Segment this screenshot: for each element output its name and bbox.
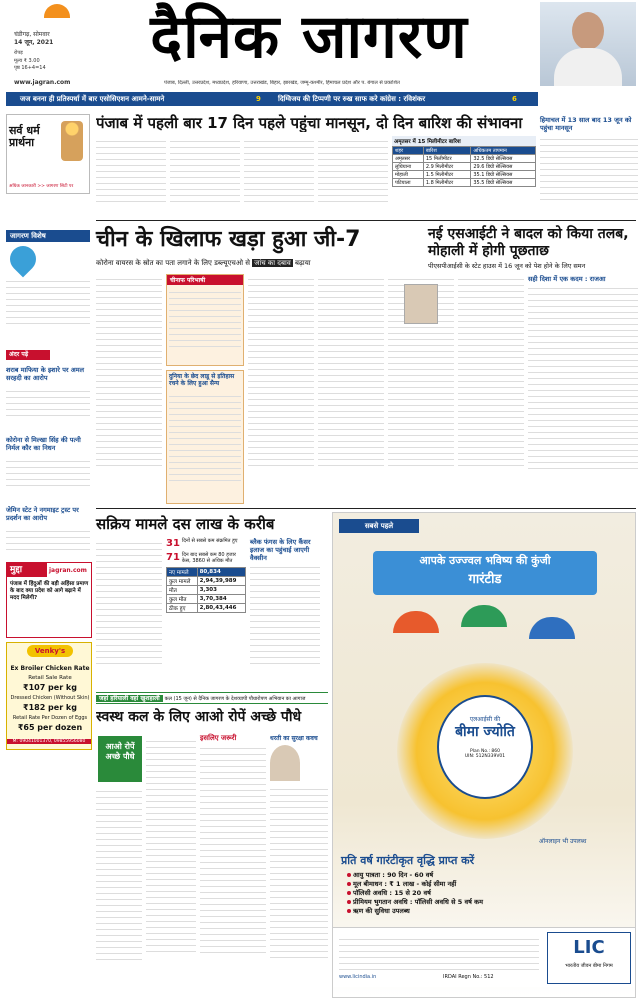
mudda-box[interactable] xyxy=(6,562,92,638)
ad-uin: UIN: 512N339V01 xyxy=(464,754,506,759)
vaccine-headline[interactable]: ब्लैक फंगस के लिए कैंसर इलाज का पहुंचाई जाएगी वैक्सीन xyxy=(250,538,311,562)
rain-cell: 35.5 डिग्री सेल्सियस xyxy=(471,179,536,187)
china-box2-title: दुनिया के छेद लाडू से इतिहास रचने के लिए हुआ सैन्य xyxy=(169,373,235,387)
ad-features xyxy=(347,871,631,916)
plants-headline[interactable]: स्वस्थ कल के लिए आओ रोपें अच्छे पौधे xyxy=(96,709,302,725)
plants-body-1 xyxy=(146,736,196,996)
rain-table-title xyxy=(392,136,536,146)
himachal-headline[interactable]: हिमाचल में 13 साल बाद 13 जून को पहुंचा मानसून xyxy=(540,116,632,132)
sit-headline[interactable]: नई एसआईटी ने बादल को किया तलब, मोहाली में होगी पूछताछ xyxy=(428,226,629,259)
rain-cell: अमृतसर xyxy=(393,155,424,163)
masthead-pages: पृष्ठ 16+4=14 xyxy=(14,65,46,71)
ad-headline-1: आपके उज्ज्वल भविष्य की कुंजी xyxy=(419,554,551,567)
ad-feature-text: ऋण की सुविधा उपलब्ध xyxy=(353,907,410,915)
china-box-2 xyxy=(166,370,244,504)
rain-table-grid xyxy=(392,146,536,187)
left-column xyxy=(6,110,92,1000)
offer-line-5: Retail Rate Per Dozen of Eggs xyxy=(12,715,88,721)
parachute-icon xyxy=(529,617,575,639)
sahi-disha-title: सही दिशा में एक कदम : राजआ xyxy=(528,275,606,283)
offer-line-2: ₹107 per kg xyxy=(23,683,77,692)
rain-cell: मोहाली xyxy=(393,171,424,179)
ticker-right-page: 6 xyxy=(512,95,517,103)
rain-cell: लुधियाना xyxy=(393,163,424,171)
lic-logo-text: LIC xyxy=(573,937,605,958)
bima-jyoti-badge xyxy=(437,695,533,799)
plants-body-0 xyxy=(96,786,142,996)
cases-body-1 xyxy=(96,538,162,688)
ad-irdai: IRDAI Regn No.: 512 xyxy=(443,974,494,980)
candle-icon xyxy=(61,121,83,161)
china-body-2 xyxy=(248,274,314,504)
china-headline[interactable]: चीन के खिलाफ खड़ा हुआ जी-7 xyxy=(96,227,361,252)
lic-logo-sub: भारतीय जीवन बीमा निगम xyxy=(565,963,613,969)
jagran-vishesh-header: जागरण विशेष xyxy=(6,230,90,242)
dharti-title: धरती का सुरक्षा कवच xyxy=(270,735,318,742)
prayer-box[interactable] xyxy=(6,114,90,194)
china-sub-end: बढ़ाया xyxy=(294,259,311,267)
rain-cell: 2.9 मिलीमीटर xyxy=(423,163,470,171)
cases-stat-1-text: दिनों से सबसे कम संक्रमित हुए xyxy=(181,538,238,544)
ad-footer-text xyxy=(339,934,539,978)
offer-line-1: Retail Sale Rate xyxy=(28,675,72,681)
venkys-logo: Venky's xyxy=(27,645,73,657)
offer-line-3: Dressed Chicken (Without Skin) xyxy=(10,695,90,701)
parachute-icon xyxy=(393,611,439,633)
rain-cell: 15 मिलीमीटर xyxy=(423,155,470,163)
lic-logo xyxy=(547,932,631,984)
ad-feature xyxy=(347,889,631,898)
cases-stats xyxy=(166,538,246,688)
ad-feature xyxy=(347,907,631,916)
water-drop-icon xyxy=(5,241,42,278)
cases-cell: 2,94,39,989 xyxy=(197,577,245,586)
cases-stat-1-num: 31 xyxy=(166,538,180,549)
sahi-disha-box xyxy=(528,274,638,504)
cases-stat-2-num: 71 xyxy=(166,552,180,563)
china-sub-text: कोरोना वायरस के स्रोत का पता लगाने के लिए डब्ल्यूएचओ से xyxy=(96,259,250,267)
ad-feature-text: आयु पात्रता : 90 दिन - 60 वर्ष xyxy=(353,871,434,879)
monsoon-body-4 xyxy=(318,136,388,214)
rain-cell: 29.6 डिग्री सेल्सियस xyxy=(471,163,536,171)
mudda-label: मुद्दा xyxy=(7,563,47,577)
mudda-site[interactable]: jagran.com xyxy=(49,567,87,574)
ad-plan: Plan No.: 860 xyxy=(469,749,500,754)
logo: दैनिक जागरण xyxy=(150,2,468,72)
editions-line: पंजाब, दिल्ली, उत्तरप्रदेश, मध्यप्रदेश, हरियाणा, उत्तराखंड, बिहार, झारखंड, जम्मू-कश्मीर, हिमाचल प्रदेश और प. बंगाल से प्रकाशित xyxy=(164,80,400,86)
monsoon-body-2 xyxy=(170,136,240,214)
vaccine-body xyxy=(250,562,320,688)
divider xyxy=(96,220,636,221)
offer-title: Ex Broiler Chicken Rate xyxy=(10,665,90,672)
person-photo xyxy=(270,745,300,781)
offer-line-6: ₹65 per dozen xyxy=(17,723,83,732)
monsoon-body-1 xyxy=(96,136,166,214)
cases-cell: कुल मामले xyxy=(167,577,198,586)
ad-headline-2: गारंटीड xyxy=(468,572,502,587)
cases-cell: ठीक हुए xyxy=(167,604,198,613)
rain-cell: 32.5 डिग्री सेल्सियस xyxy=(471,155,536,163)
masthead-date: 14 जून, 2021 xyxy=(14,39,54,46)
cases-table xyxy=(166,567,246,613)
ad-feature-text: पॉलिसी अवधि : 15 से 20 वर्ष xyxy=(353,889,431,897)
cases-cell: 2,80,43,446 xyxy=(197,604,245,613)
cases-cell: कुल मौत xyxy=(167,595,198,604)
ad-footer-bar xyxy=(333,927,636,987)
himachal-body xyxy=(540,134,638,214)
andar-item-3[interactable]: जेमिन स्टेट ने नगमाइट ट्रस्ट पर प्रदर्शन का आरोप xyxy=(6,506,79,522)
monsoon-body-3 xyxy=(244,136,314,214)
ad-feature-text: प्रीमियम भुगतान अवधि : पॉलिसी अवधि से 5 वर्ष कम xyxy=(353,898,484,906)
venkys-ad[interactable] xyxy=(6,642,92,750)
ad-online: ऑनलाइन भी उपलब्ध xyxy=(539,838,587,845)
rain-cell: 1.8 मिलीमीटर xyxy=(423,179,470,187)
prayer-title: सर्व धर्म प्रार्थना xyxy=(9,124,40,149)
offer-phone: M: 09041001370, 09855956080 xyxy=(7,739,91,744)
andar-item-1[interactable]: शराब माफिया के इशारे पर अमल सरहदी का आरोप xyxy=(6,366,85,382)
andar-item-2[interactable]: कोरोना से मिल्खा सिंह की पत्नी निर्मल कौर का निधन xyxy=(6,436,81,452)
parachute-icon xyxy=(461,605,507,627)
monsoon-headline[interactable]: पंजाब में पहली बार 17 दिन पहले पहुंचा मानसून, दो दिन बारिश की संभावना xyxy=(96,114,523,132)
dharti-box xyxy=(270,734,328,996)
isliye-text xyxy=(200,743,266,993)
ad-feature-text: मूल बीमाधन : ₹ 1 लाख - कोई सीमा नहीं xyxy=(353,880,457,888)
rain-cell: 1.5 मिलीमीटर xyxy=(423,171,470,179)
ticker-left-page: 9 xyxy=(256,95,261,103)
rain-h-temp: अधिकतम तापमान xyxy=(471,147,536,155)
rain-cell: 35.1 डिग्री सेल्सियस xyxy=(471,171,536,179)
rain-table xyxy=(392,136,536,187)
masthead-sun-icon xyxy=(44,4,70,18)
ad-product: एलआईसी की xyxy=(469,716,501,723)
mudda-question: पंजाब में हिंदुओं की बड़ी अहिंसा प्रमाण के बाद क्या प्रदेश को आगे बढ़ाने में मदद मिलेगी? xyxy=(10,581,89,601)
hariyali-sub: कल (15 जून) से दैनिक जागरण के देशव्यापी पौधारोपण अभियान का आगाज xyxy=(164,696,306,702)
offer-line-4: ₹182 per kg xyxy=(23,703,77,712)
ad-brand: सबसे पहले xyxy=(339,519,419,533)
china-box xyxy=(166,274,244,366)
cases-cell: 3,70,384 xyxy=(197,595,245,604)
china-sub-highlight: जांच का दबाव xyxy=(254,259,291,267)
ad-feature xyxy=(347,880,631,889)
andar-header: अंदर पढ़ें xyxy=(6,350,50,360)
ticker-left[interactable]: जज बनना ही प्रतिस्पर्धा में बार एसोसिएशन आमने-सामने xyxy=(20,95,165,103)
badal-photo xyxy=(404,284,438,324)
isliye-box xyxy=(200,734,266,996)
cases-stat-2 xyxy=(166,552,246,564)
ad-feature xyxy=(347,898,631,907)
rain-h-rain: बारिश xyxy=(423,147,470,155)
masthead-city: चंडीगढ़, सोमवार xyxy=(14,31,50,38)
ad-bonus-line: प्रति वर्ष गारंटीकृत वृद्धि प्राप्त करें xyxy=(341,854,475,867)
ticker-right[interactable]: दिग्विजय की टिप्पणी पर रुख साफ करे कांग्रेस : रविशंकर xyxy=(278,95,426,103)
sahi-disha-text xyxy=(528,283,638,503)
sit-sub: पीएसपीआईसी के स्टेट हाउस में 16 जून को पेश होने के लिए समन xyxy=(428,262,586,270)
hariyali-title: जहां हरियाली वहां खुशहाली xyxy=(96,695,163,702)
ad-site[interactable]: www.licindia.in xyxy=(339,974,377,980)
divider xyxy=(96,508,636,509)
hariyali-strip xyxy=(96,692,328,704)
ad-feature xyxy=(347,871,631,880)
cases-cell: 80,834 xyxy=(197,568,245,577)
ropo-badge: आओ रोपें अच्छे पौधे xyxy=(98,736,142,782)
rain-cell: पटियाला xyxy=(393,179,424,187)
website[interactable]: www.jagran.com xyxy=(14,79,71,86)
masthead xyxy=(0,0,640,92)
china-box2-text xyxy=(167,389,243,499)
cases-stat-2-text: दिन बाद सबसे कम 80 हजार केस, 3860 से अधिक मौत xyxy=(181,552,236,564)
china-body-3 xyxy=(318,274,384,504)
china-sub xyxy=(96,258,416,268)
cases-headline[interactable]: सक्रिय मामले दस लाख के करीब xyxy=(96,515,275,533)
andar-item-1-body xyxy=(6,386,90,428)
cases-cell: 3,303 xyxy=(197,586,245,595)
prayer-footer[interactable]: अधिक जानकारी >> जागरण सिटी पर xyxy=(9,184,74,189)
andar-item-3-body xyxy=(6,526,90,556)
rain-h-city: शहर xyxy=(393,147,424,155)
masthead-edition: रोपड़ xyxy=(14,50,23,56)
andar-item-2-body xyxy=(6,456,90,498)
china-box-text xyxy=(167,285,243,363)
ad-headline-box xyxy=(373,551,597,595)
china-body-1 xyxy=(96,274,162,504)
isliye-title: इसलिए जरूरी xyxy=(200,734,237,742)
masthead-price: मूल्य ₹ 3.00 xyxy=(14,58,40,64)
vishesh-text xyxy=(6,276,90,344)
rain-title-left: अमृतसर में 15 मिलीमीटर बारिश xyxy=(394,139,461,145)
cases-cell: नए मामले xyxy=(167,568,198,577)
masthead-photo xyxy=(540,2,636,86)
ad-product-name: बीमा ज्योति xyxy=(455,724,515,740)
dharti-text xyxy=(270,784,328,994)
sit-body-2 xyxy=(458,274,524,504)
lic-ad[interactable] xyxy=(332,512,636,998)
cases-cell: मौत xyxy=(167,586,198,595)
ticker-bar xyxy=(6,92,538,106)
china-box-title: चीनाफ परिभाषी xyxy=(167,275,243,285)
cases-stat-1 xyxy=(166,538,246,549)
